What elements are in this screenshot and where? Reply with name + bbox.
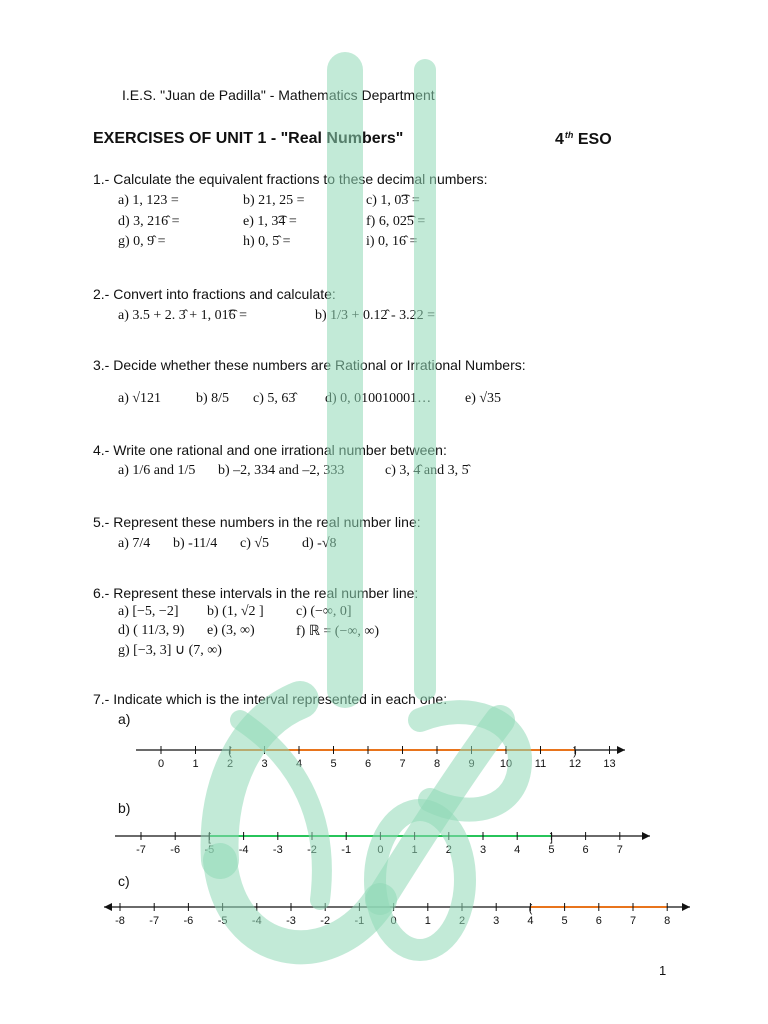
exercise-1-item: d) 3, 216̂ =	[118, 214, 180, 229]
line-c-tick-label: -7	[149, 915, 160, 927]
line-c-tick-label: 0	[390, 915, 397, 927]
exercise-6-item: b) (1, √2 ]	[207, 604, 264, 619]
line-c-right-bracket: (	[528, 903, 533, 915]
line-b-tick-label: 6	[582, 844, 589, 856]
exercise-2-item-a: a) 3.5 + 2. 3̂ + 1, 01͡6 =	[118, 308, 248, 323]
exercise-3-item: c) 5, 63̂	[253, 391, 296, 406]
exercise-6-prompt: 6.- Represent these intervals in the real number line:	[93, 585, 419, 601]
line-a-right-arrow	[617, 746, 625, 754]
exercise-1-prompt: 1.- Calculate the equivalent fractions to these decimal numbers:	[93, 171, 488, 187]
line-c-tick-label: 4	[527, 915, 534, 927]
exercise-3-item: d) 0, 010010001…	[325, 391, 432, 406]
exercise-7-prompt: 7.- Indicate which is the interval represented in each one:	[93, 691, 448, 707]
line-b-tick-label: -7	[136, 844, 146, 856]
line-b-tick-label: 3	[479, 844, 487, 856]
line-a-tick-label: 1	[192, 758, 199, 770]
exercise-5-prompt: 5.- Represent these numbers in the real number line:	[93, 514, 421, 530]
exercise-4-prompt: 4.- Write one rational and one irrational number between:	[93, 442, 447, 458]
exercise-6-item: e) (3, ∞)	[207, 623, 255, 638]
line-b-tick-label: 5	[548, 844, 555, 856]
exercise-2-item-b: b) 1/3 + 0.12̂ - 3.22 =	[315, 308, 436, 323]
line-a-tick-label: 2	[226, 758, 234, 770]
line-b-left-bracket: [	[207, 832, 211, 844]
line-a-left-bracket: (	[228, 746, 232, 758]
line-a-tick-label: 10	[499, 758, 513, 770]
exercise-2-prompt: 2.- Convert into fractions and calculate:	[93, 286, 336, 302]
line-c-tick-label: 7	[629, 915, 637, 927]
line-c-tick-label: 3	[493, 915, 500, 927]
line-b-tick-label: 1	[411, 844, 418, 856]
line-c-tick-label: -6	[183, 915, 194, 927]
line-c-tick-label: -8	[115, 915, 125, 927]
exercise-1-item: b) 21, 25 =	[243, 193, 305, 208]
line-c-tick-label: -3	[286, 915, 296, 927]
line-b-tick-label: 7	[616, 844, 623, 856]
exercise-5-item: c) √5	[240, 536, 270, 551]
line-c-tick-label: -4	[251, 915, 262, 927]
exercise-6-item: c) (−∞, 0]	[296, 604, 352, 619]
exercise-6-item: f) ℝ = (−∞, ∞)	[296, 624, 379, 639]
line-a-tick-label: 5	[330, 758, 337, 770]
exercise-6-item: d) ( 11/3, 9)	[118, 623, 185, 638]
exercise-4-item-c: c) 3, 4̂ and 3, 5̂	[385, 463, 469, 478]
exercise-3-prompt: 3.- Decide whether these numbers are Rational or Irrational Numbers:	[93, 357, 526, 373]
line-c-tick-label: 1	[424, 915, 431, 927]
line-a-tick-label: 12	[568, 758, 582, 770]
exercise-1-item: h) 0, 5̂ =	[243, 234, 291, 249]
line-a-tick-label: 7	[399, 758, 406, 770]
line-c-tick-label: 6	[595, 915, 602, 927]
line-b-tick-label: -2	[307, 844, 317, 856]
line-a-right-bracket: )	[573, 746, 577, 758]
exercise-6-item: g) [−3, 3] ∪ (7, ∞)	[118, 643, 222, 658]
line-c-tick-label: 8	[664, 915, 671, 927]
exercise-7-label-b: b)	[118, 800, 131, 816]
exercise-1-item: i) 0, 16̂ =	[366, 234, 418, 249]
line-a-tick-label: 13	[603, 758, 616, 770]
line-b-tick-label: -3	[272, 844, 283, 856]
exercise-5-item: a) 7/4	[118, 536, 151, 551]
line-b-tick-label: 4	[514, 844, 521, 856]
line-b-tick-label: -1	[341, 844, 352, 856]
line-c-tick-label: 2	[458, 915, 466, 927]
exercise-3-item: a) √121	[118, 391, 162, 406]
exercise-4-item-a: a) 1/6 and 1/5	[118, 463, 196, 478]
line-c-tick-label: -5	[217, 915, 228, 927]
exercise-1-item: c) 1, 0͡3 =	[366, 193, 420, 208]
line-a-tick-label: 11	[534, 758, 547, 770]
line-c-tick-label: -2	[320, 915, 331, 927]
course-level-suffix: ESO	[577, 131, 612, 148]
line-b-tick-label: 2	[445, 844, 452, 856]
exercise-1-item: e) 1, 3͡4 =	[243, 214, 297, 229]
line-a-tick-label: 9	[468, 758, 475, 770]
exercise-1-item: a) 1, 123 =	[118, 193, 179, 208]
line-b-tick-label: -6	[170, 844, 181, 856]
line-a-tick-label: 6	[364, 758, 372, 770]
exercise-6-item: a) [−5, −2]	[118, 604, 179, 619]
page-number: 1	[659, 963, 667, 978]
line-c-right-arrow	[682, 903, 690, 911]
exercise-5-item: b) -11/4	[173, 536, 218, 551]
line-c-tick-label: 5	[561, 915, 568, 927]
department-header: I.E.S. "Juan de Padilla" - Mathematics Department	[122, 87, 435, 103]
exercise-7-label-a: a)	[118, 711, 131, 727]
line-a-tick-label: 4	[295, 758, 303, 770]
exercise-3-item: b) 8/5	[196, 391, 230, 406]
line-c-tick-label: -1	[354, 915, 365, 927]
exercise-4-item-b: b) –2, 334 and –2, 333	[218, 463, 345, 478]
exercise-5-item: d) -√8	[302, 536, 337, 551]
line-b-right-bracket: ]	[549, 832, 553, 844]
line-c-left-arrow	[104, 903, 112, 911]
course-level-number: 4	[555, 131, 564, 148]
line-b-tick-label: -4	[238, 844, 249, 856]
line-a-tick-label: 8	[433, 758, 441, 770]
line-a-tick-label: 3	[261, 758, 268, 770]
exercise-1-item: f) 6, 02͡5 =	[366, 214, 426, 229]
exercise-1-item: g) 0, 9̂ =	[118, 234, 166, 249]
line-a-tick-label: 0	[157, 758, 165, 770]
course-level-sup: th	[564, 130, 574, 140]
page-title: EXERCISES OF UNIT 1 - "Real Numbers"	[93, 130, 404, 147]
line-b-right-arrow	[642, 832, 650, 840]
line-b-tick-label: -5	[204, 844, 215, 856]
exercise-7-label-c: c)	[118, 873, 130, 889]
line-b-tick-label: 0	[377, 844, 384, 856]
exercise-3-item: e) √35	[465, 391, 502, 406]
